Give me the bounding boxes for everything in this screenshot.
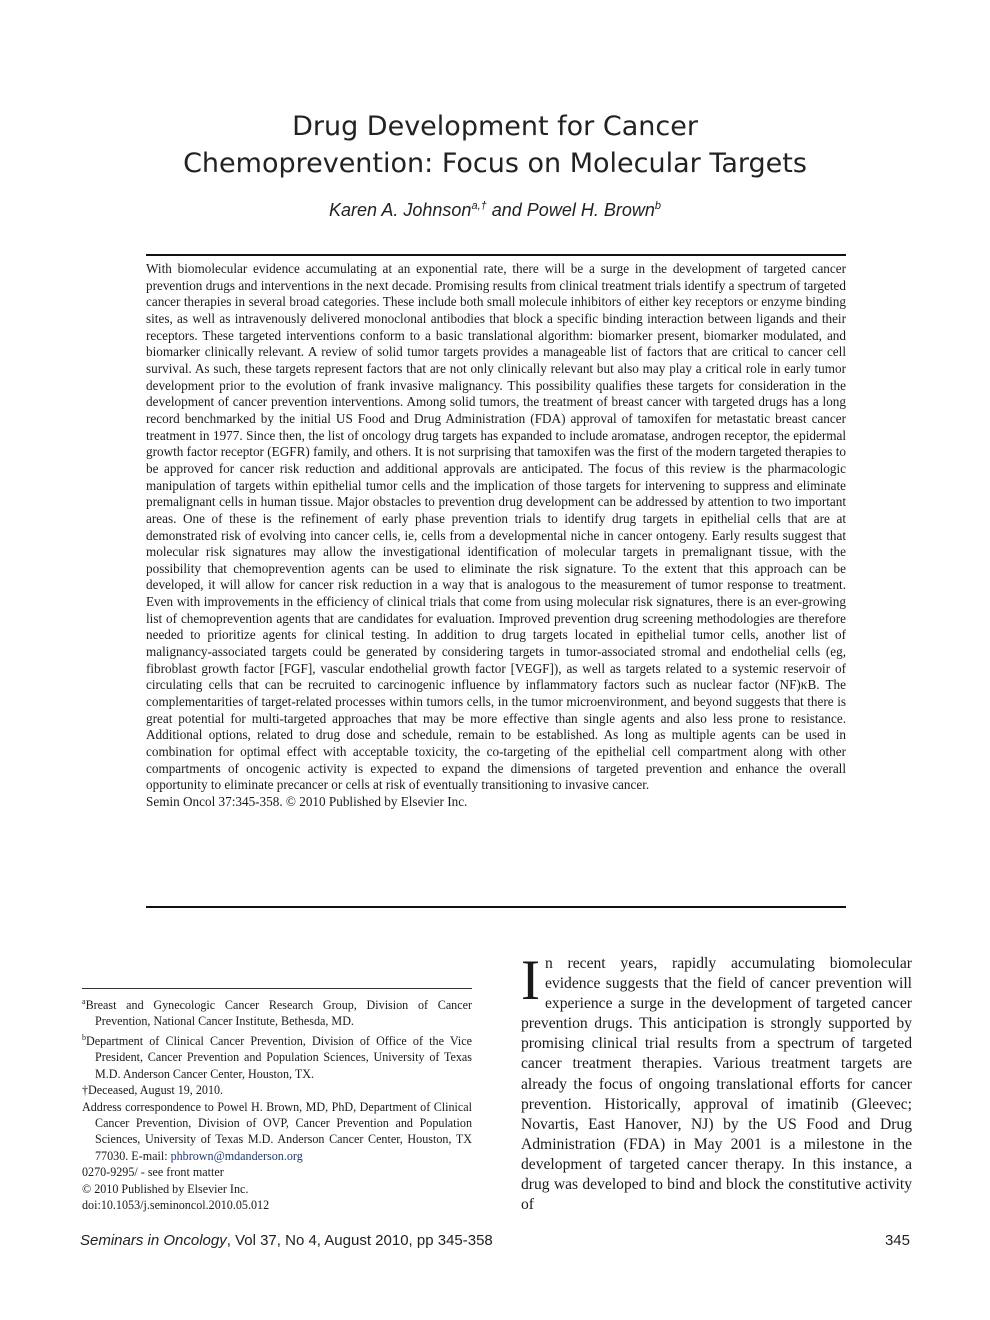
footnote-deceased: †Deceased, August 19, 2010. (82, 1083, 224, 1098)
author-brown: Powel H. Brown (526, 200, 655, 220)
body-text: n recent years, rapidly accumulating biomolecular evidence suggests that the field of cancer prevention will experience a surge in the development of targeted cancer prevention drugs. This anticipation is strongly supported by promising clinical trial results from a spectrum of targeted cancer treatment therapies. Various treatment targets are already the focus of ongoing translational efforts for cancer prevention. Historically, approval of imatinib (Gleevec; Novartis, East Hanover, NJ) by the US Food and Drug Administration (FDA) in May 2001 is a milestone in the development of targeted cancer therapy. In this instance, a drug was developed to bind and block the constitutive activity of (521, 955, 912, 1214)
author-brown-affiliation: b (654, 200, 661, 212)
footnote-affiliation-a (82, 994, 472, 1030)
body-paragraph (521, 949, 912, 1215)
author-list (0, 200, 990, 221)
title-line-2: Chemoprevention: Focus on Molecular Targets (183, 148, 807, 179)
footnote-a-text: Breast and Gynecologic Cancer Research Group, Division of Cancer Prevention, National Cancer Institute, Bethesda, MD. (85, 998, 472, 1029)
author-johnson-affiliation: a,† (471, 200, 487, 212)
footnote-a-marker: a (82, 997, 86, 1006)
running-footer (80, 1232, 493, 1249)
correspondence-address: Address correspondence to Powel H. Brown, MD, PhD, Department of Clinical Cancer Prevention, Division of OVP, Cancer Prevention and Population Sciences, University of Texas M.D. Anderson Cancer Center, Houston, TX 77030. E-mail: (82, 1099, 472, 1163)
footnote-b-marker: b (82, 1032, 86, 1042)
issue-info: , Vol 37, No 4, August 2010, pp 345-358 (226, 1232, 493, 1249)
title-line-1: Drug Development for Cancer (292, 111, 698, 142)
author-conjunction: and (486, 200, 527, 220)
footnote-b-text: Department of Clinical Cancer Prevention, Division of Office of the Vice President, Cancer Prevention and Population Sciences, University of Texas M.D. Anderson Cancer Center, Houston, TX. (86, 1033, 472, 1081)
footnote-rule (82, 988, 472, 989)
drop-cap: I (521, 949, 540, 1012)
issn-line: 0270-9295/ - see front matter (82, 1165, 224, 1180)
page-number: 345 (884, 1232, 910, 1249)
footnotes (82, 994, 472, 1213)
author-johnson: Karen A. Johnson (329, 200, 472, 220)
body-column (521, 949, 912, 1215)
journal-name: Seminars in Oncology (80, 1232, 227, 1249)
abstract-top-rule (146, 254, 846, 256)
footnote-affiliation-b (82, 1030, 472, 1082)
journal-citation: Semin Oncol 37:345-358. © 2010 Published by Elsevier Inc. (146, 794, 468, 809)
abstract-text: With biomolecular evidence accumulating at an exponential rate, there will be a surge in the development of targeted cancer prevention drugs and interventions in the next decade. Promising results from clinical treatment trials identify a spectrum of targeted cancer therapies in several broad categories. These include both small molecule inhibitors of either key receptors or enzyme binding sites, as well as intravenously delivered monoclonal antibodies that block a specific binding interaction between ligands and their receptors. These targeted interventions conform to a basic translational algorithm: biomarker present, biomarker modulated, and biomarker clinically relevant. A review of solid tumor targets provides a manageable list of factors that are critical to cancer cell survival. As such, these targets represent factors that are not only clinically relevant but also may play a critical role in early tumor development prior to the evolution of frank invasive malignancy. This possibility qualifies these targets for consideration in the development of cancer prevention interventions. Among solid tumors, the treatment of breast cancer with targeted drugs has a long record benchmarked by the initial US Food and Drug Administration (FDA) approval of tamoxifen for metastatic breast cancer treatment in 1977. Since then, the list of oncology drug targets has expanded to include aromatase, androgen receptor, the epidermal growth factor receptor (EGFR) family, and others. It is not surprising that tamoxifen was the first of the modern targeted therapies to be approved for cancer risk reduction and additional approvals are anticipated. The focus of this review is the pharmacologic manipulation of targets within epithelial tumor cells and the implication of those targets for intervening to suppress and eliminate premalignant cells in human tissue. Major obstacles to prevention drug development can be addressed by attention to two important areas. One of these is the refinement of early phase prevention trials to identify drug targets in epithelial cells that are at demonstrated risk of evolving into cancer cells, ie, cells from a developmental niche in cancer ontogeny. Early results suggest that molecular risk signatures may allow the investigational identification of molecular targets in premalignant tissue, with the possibility that chemoprevention agents can be used to eliminate the risk signature. To the extent that this approach can be developed, it will allow for cancer risk reduction in a way that is analogous to the measurement of tumor response to treatment. Even with improvements in the efficiency of clinical trials that come from using molecular risk signatures, there is an ever-growing list of chemoprevention agents that are candidates for evaluation. Improved prevention drug screening methodologies are therefore needed to prioritize agents for clinical testing. In addition to drug targets located in epithelial tumor cells, another list of malignancy-associated targets could be generated by considering targets in tumor-associated stromal and endothelial cells (eg, fibroblast growth factor [FGF], vascular endothelial growth factor [VEGF]), as well as targets related to a systemic reservoir of circulating cells that can be recruited to carcinogenic influence by inflammatory factors such as nuclear factor (NF)κB. The complementarities of target-related processes within tumors cells, in the tumor microenvironment, and beyond suggests that there is great potential for multi-targeted approaches that may be more effective than single agents and also less prone to resistance. Additional options, related to drug dose and schedule, remain to be established. As long as multiple agents can be used in combination for optimal effect with acceptable toxicity, the co-targeting of the epithelial cell compartment along with other compartments of oncogenic activity is expected to expand the dimensions of targeted prevention and enhance the overall opportunity to eliminate precancer or cells at risk of eventually transitioning to invasive cancer. (146, 261, 846, 793)
doi-line[interactable]: doi:10.1053/j.seminoncol.2010.05.012 (82, 1197, 270, 1212)
abstract-bottom-rule (146, 906, 846, 908)
correspondence-email-link[interactable]: phbrown@mdanderson.org (170, 1148, 303, 1163)
footnote-correspondence (82, 1099, 472, 1165)
copyright-line: © 2010 Published by Elsevier Inc. (82, 1181, 249, 1196)
article-title (0, 108, 990, 182)
abstract (146, 261, 846, 811)
